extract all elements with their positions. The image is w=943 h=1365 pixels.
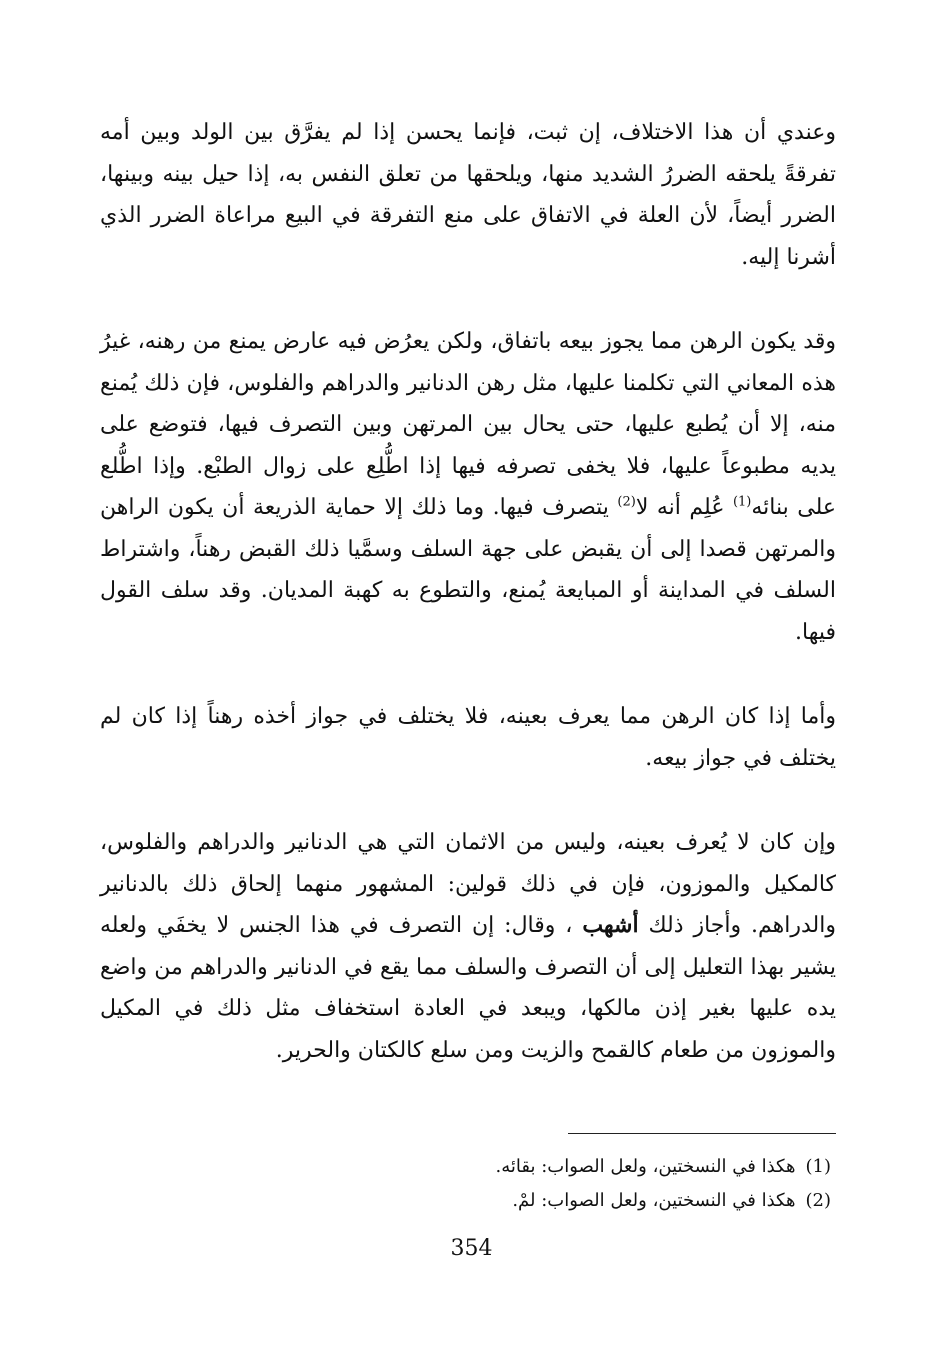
footnote-2-number: (2) xyxy=(805,1190,831,1211)
paragraph-4-text-a: وإن كان لا يُعرف بعينه، وليس من الاثمان التي هي الدنانير والدراهم والفلوس، كالمكيل والموزون، فإن في ذلك قولين: المشهور منهما إلحاق ذلك بالدنانير والدراهم. وأجاز ذلك xyxy=(100,830,836,938)
footnote-1 xyxy=(496,1150,831,1184)
footnote-ref-1[interactable]: (1) xyxy=(732,494,752,510)
paragraph-2-text-b: عُلِم أنه لا xyxy=(635,495,733,520)
footnote-1-number: (1) xyxy=(805,1156,831,1177)
footnote-1-text: هكذا في النسختين، ولعل الصواب: بقائه. xyxy=(495,1156,796,1177)
footnote-separator xyxy=(568,1133,836,1134)
paragraph-1 xyxy=(100,112,836,278)
paragraph-3 xyxy=(100,696,836,779)
highlighted-name: أشهب xyxy=(582,912,639,938)
paragraph-2-text-a: وقد يكون الرهن مما يجوز بيعه باتفاق، ولكن يعرُض فيه عارض يمنع من رهنه، غيرُ هذه المعاني التي تكلمنا عليها، مثل رهن الدنانير والدراهم والفلوس، فإن ذلك يُمنع منه، إلا أن يُطبع عليها، حتى يحال بين المرتهن وبين التصرف فيها، فتوضع على يديه مطبوعاً عليها، فلا يخفى تصرفه فيها إذا اطُّلِع على زوال الطبْع. وإذا اطُّلع على بنائه xyxy=(100,329,836,520)
paragraph-4-text-b: ، وقال: إن التصرف في هذا الجنس لا يخفَي ولعله يشير بهذا التعليل إلى أن التصرف والسلف مما يقع في الدنانير والدراهم من واضع يده عليها بغير إذن مالكها، ويبعد في العادة استخفاف مثل ذلك في المكيل والموزون من طعام كالقمح والزيت ومن سلع كالكتان والحرير. xyxy=(100,913,837,1063)
paragraph-gap xyxy=(100,779,836,822)
page-number: 354 xyxy=(450,1236,493,1261)
paragraph-gap xyxy=(100,278,836,321)
paragraph-2 xyxy=(100,321,836,653)
paragraph-3-text: وأما إذا كان الرهن مما يعرف بعينه، فلا يختلف في جواز أخذه رهناً إذا كان لم يختلف في جواز بيعه. xyxy=(100,704,836,771)
footnote-ref-2[interactable]: (2) xyxy=(617,494,636,510)
paragraph-4 xyxy=(100,822,836,1071)
footnotes xyxy=(496,1150,831,1218)
paragraph-1-text: وعندي أن هذا الاختلاف، إن ثبت، فإنما يحسن إذا لم يفرَّق بين الولد وبين أمه تفرقةً يلحقه الضررُ الشديد منها، ويلحقها من تعلق النفس به، إذا حيل بينه وبينها، الضرر أيضاً، لأن العلة في الاتفاق على منع التفرقة في البيع مراعاة الضرر الذي أشرنا إليه. xyxy=(100,120,836,270)
paragraph-gap xyxy=(100,653,836,696)
paragraph-2-text-c: يتصرف فيها. وما ذلك إلا حماية الذريعة أن يكون الراهن والمرتهن قصدا إلى أن يقبض على جهة السلف وسمَّيا ذلك القبض رهناً، واشتراط السلف في المداينة أو المبايعة يُمنع، والتطوع به كهبة المديان. وقد سلف القول فيها. xyxy=(100,495,836,645)
footnote-2-text: هكذا في النسختين، ولعل الصواب: لمْ. xyxy=(512,1190,796,1211)
footnote-2 xyxy=(496,1184,831,1218)
page-body xyxy=(100,112,836,1071)
